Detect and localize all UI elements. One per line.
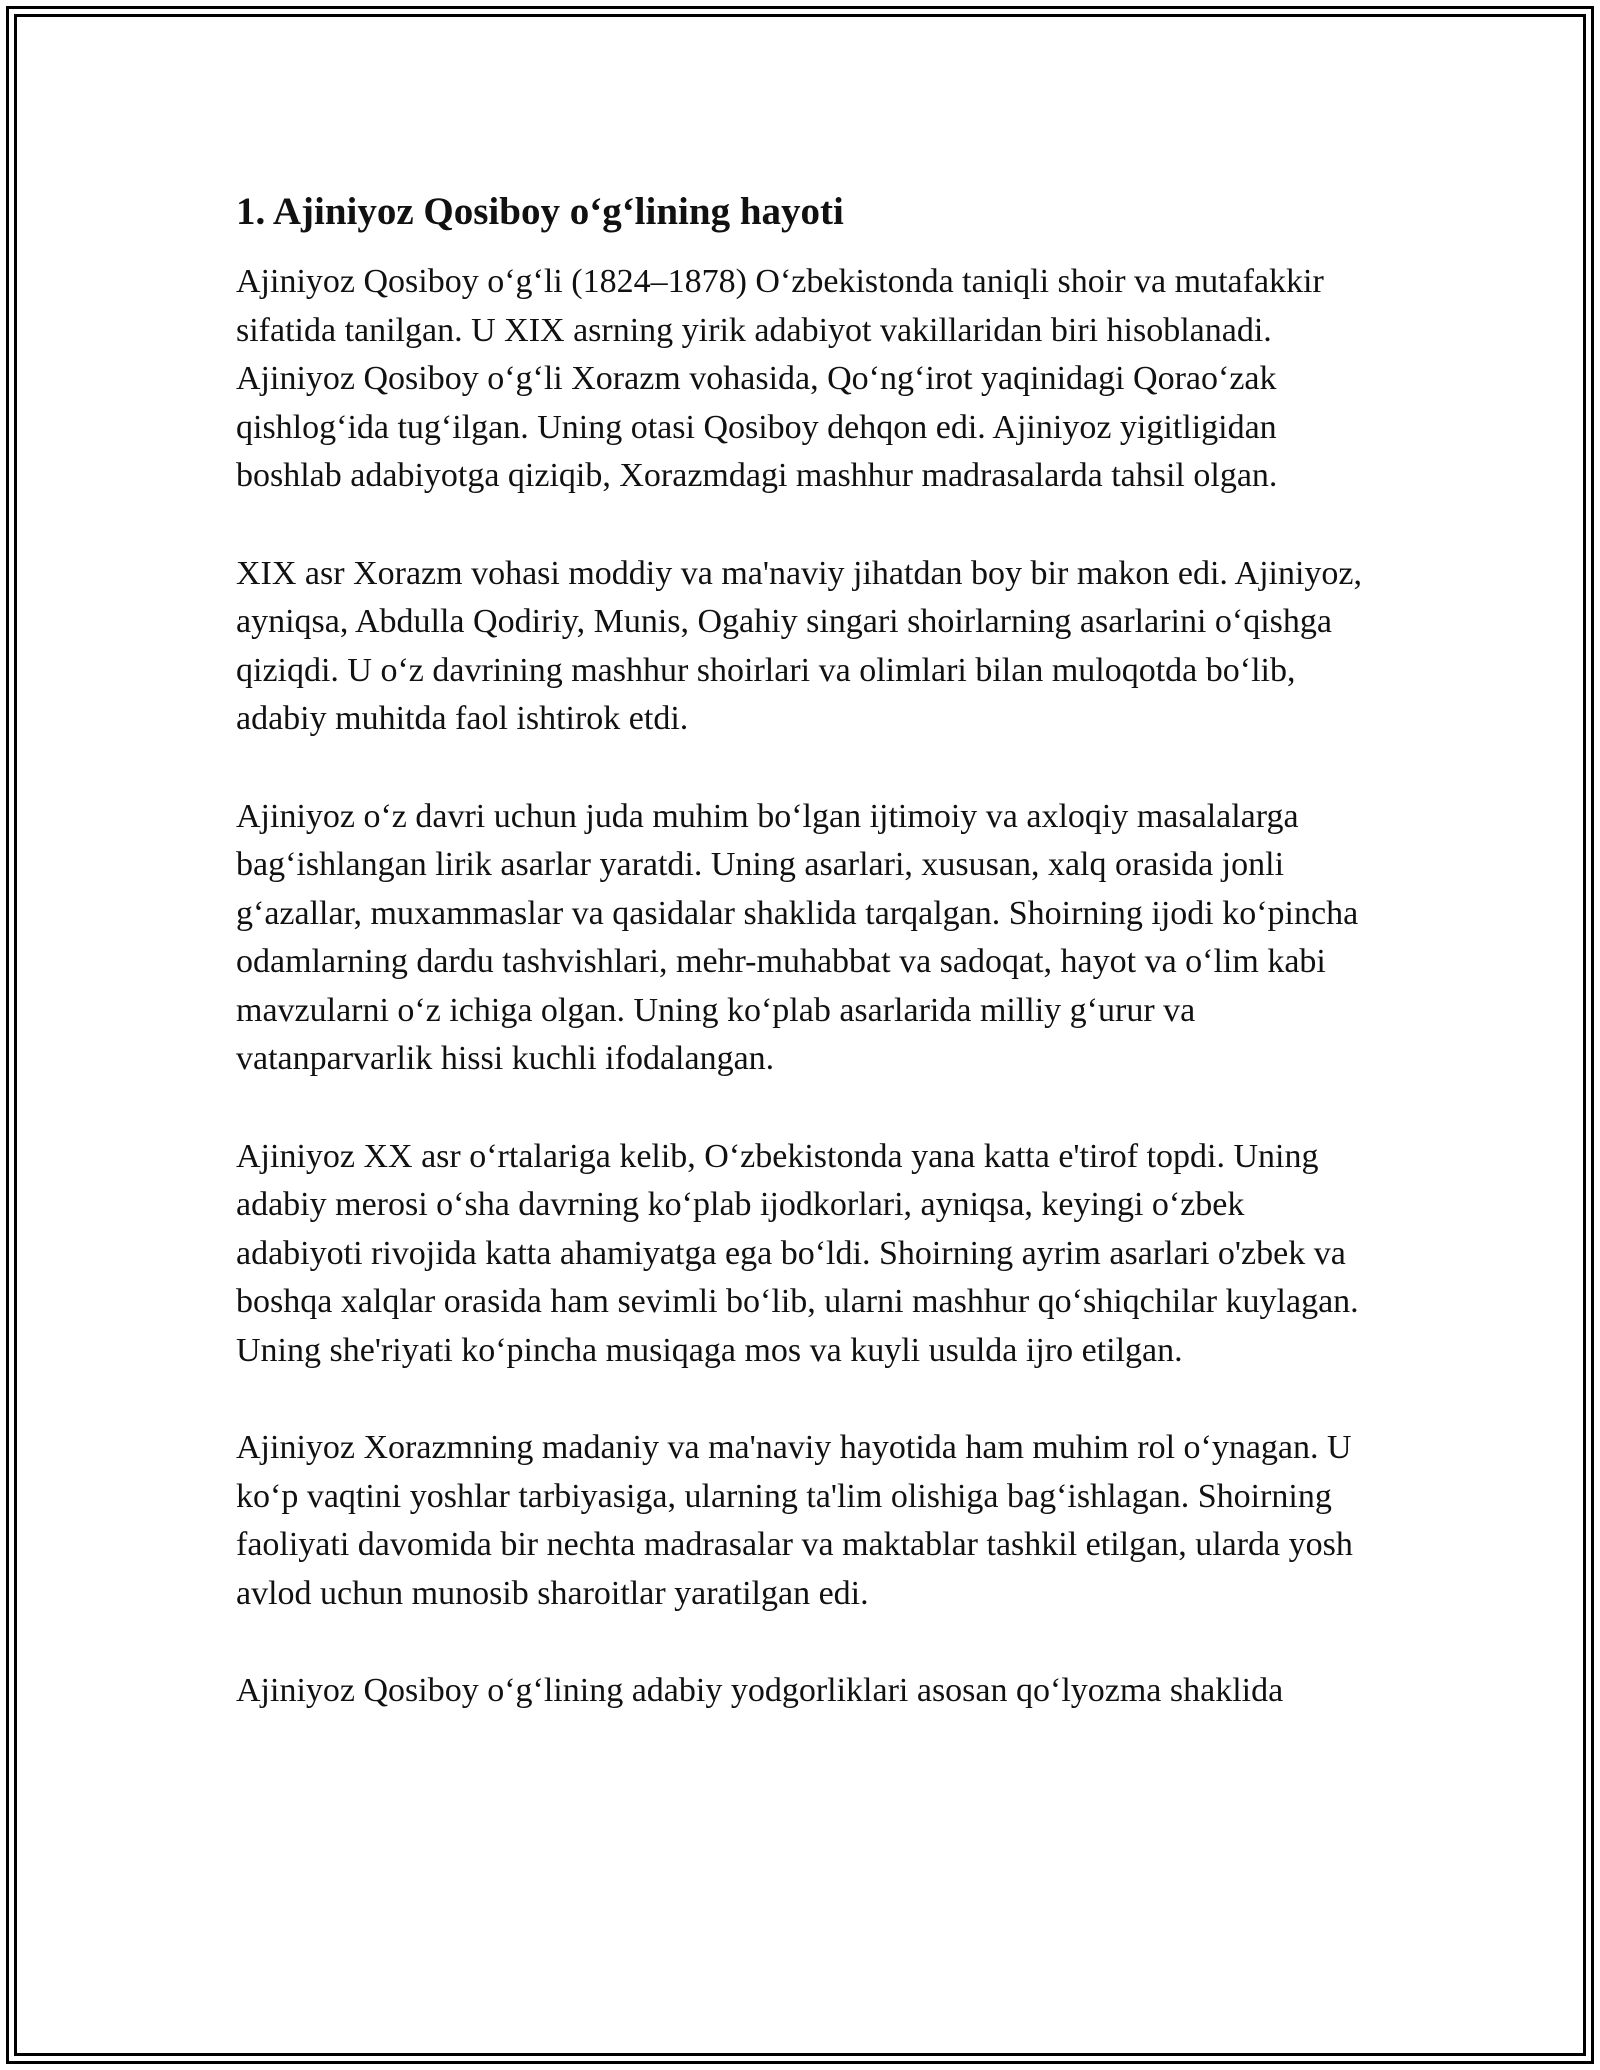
paragraph-2: XIX asr Xorazm vohasi moddiy va ma'naviy jihatdan boy bir makon edi. Ajiniyoz, ayniqsa, Abdulla Qodiriy, Munis, Ogahiy singari shoirlarning asarlarini o‘qishga qiziqdi. U o‘z davrining mashhur shoirlari va olimlari bilan muloqotda bo‘lib, adabiy muhitda faol ishtirok etdi. [236, 554, 1363, 737]
paragraph-3: Ajiniyoz o‘z davri uchun juda muhim bo‘lgan ijtimoiy va axloqiy masalalarga bag‘ishlangan lirik asarlar yaratdi. Uning asarlari, xususan, xalq orasida jonli g‘azallar, muxammaslar va qasidalar shaklida tarqalgan. Shoirning ijodi ko‘pincha odamlarning dardu tashvishlari, mehr-muhabbat va sadoqat, hayot va o‘lim kabi mavzularni o‘z ichiga olgan. Uning ko‘plab asarlarida milliy g‘urur va vatanparvarlik hissi kuchli ifodalangan. [236, 797, 1359, 1077]
paragraph-6: Ajiniyoz Qosiboy o‘g‘lining adabiy yodgorliklari asosan qo‘lyozma shaklida [236, 1672, 1284, 1709]
section-heading: 1. Ajiniyoz Qosiboy o‘g‘lining hayoti [236, 190, 844, 233]
paragraph-4: Ajiniyoz XX asr o‘rtalariga kelib, O‘zbekistonda yana katta e'tirof topdi. Uning adabiy merosi o‘sha davrning ko‘plab ijodkorlari, ayniqsa, keyingi o‘zbek adabiyoti rivojida katta ahamiyatga ega bo‘ldi. Shoirning ayrim asarlari o'zbek va boshqa xalqlar orasida ham sevimli bo‘lib, ularni mashhur qo‘shiqchilar kuylagan. Uning she'riyati ko‘pincha musiqaga mos va kuyli usulda ijro etilgan. [236, 1137, 1359, 1369]
document-body [236, 188, 1376, 1765]
paragraph-1: Ajiniyoz Qosiboy o‘g‘li (1824–1878) O‘zbekistonda taniqli shoir va mutafakkir sifatida tanilgan. U XIX asrning yirik adabiyot vakillaridan biri hisoblanadi. Ajiniyoz Qosiboy o‘g‘li Xorazm vohasida, Qo‘ng‘irot yaqinidagi Qorao‘zak qishlog‘ida tug‘ilgan. Uning otasi Qosiboy dehqon edi. Ajiniyoz yigitligidan boshlab adabiyotga qiziqib, Xorazmdagi mashhur madrasalarda tahsil olgan. [236, 263, 1324, 494]
paragraph-5: Ajiniyoz Xorazmning madaniy va ma'naviy hayotida ham muhim rol o‘ynagan. U ko‘p vaqtini yoshlar tarbiyasiga, ularning ta'lim olishiga bag‘ishlagan. Shoirning faoliyati davomida bir nechta madrasalar va maktablar tashkil etilgan, ularda yosh avlod uchun munosib sharoitlar yaratilgan edi. [236, 1429, 1353, 1612]
